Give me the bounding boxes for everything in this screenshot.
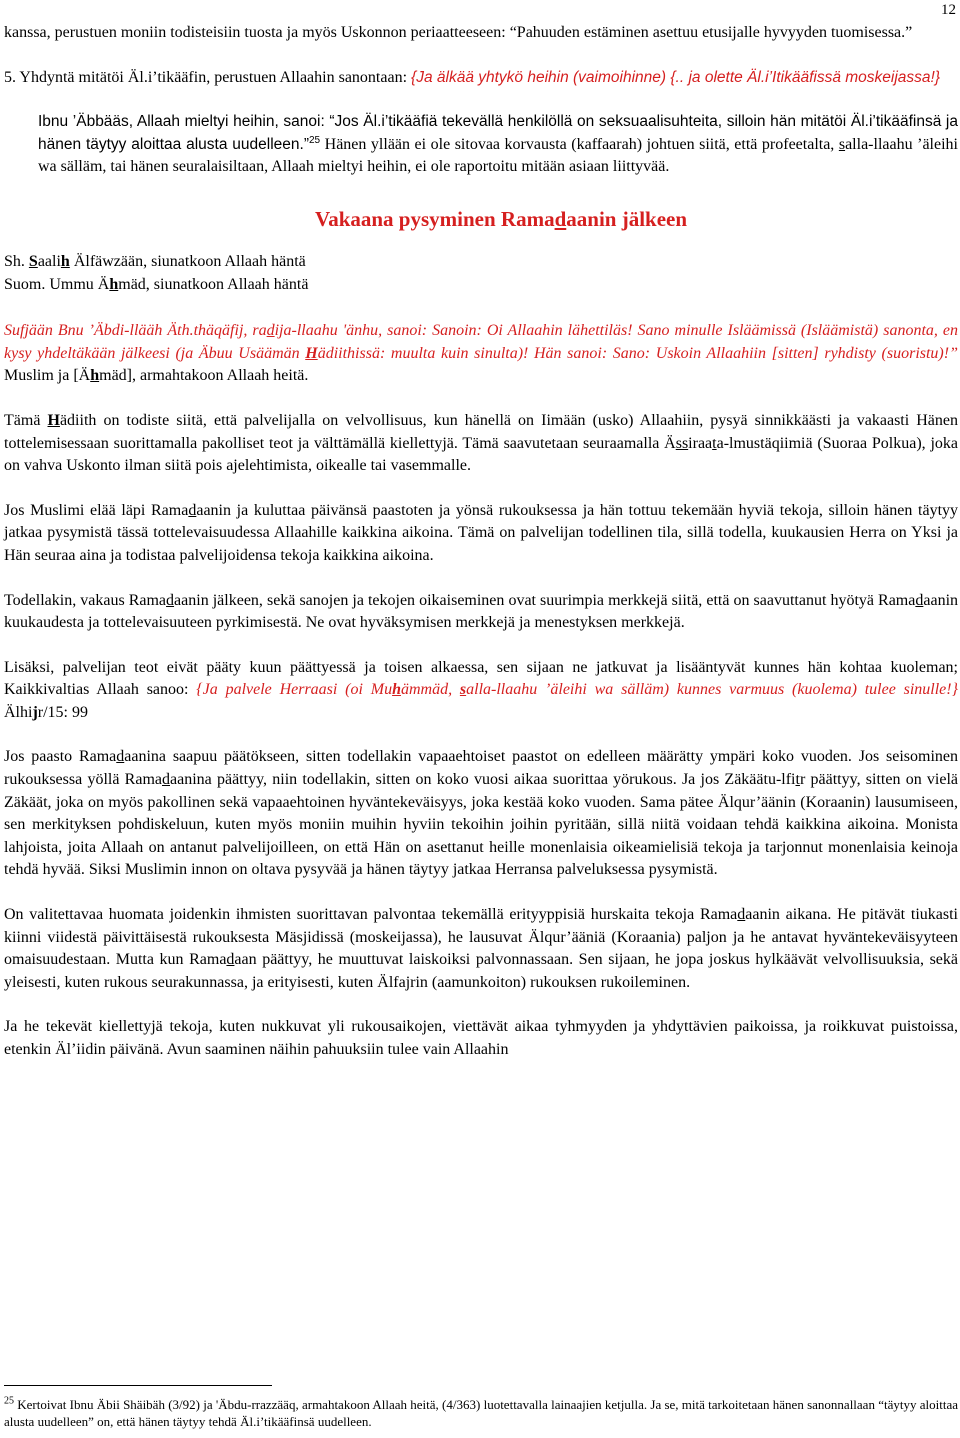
paragraph-hadith-quote: Sufjään Bnu ’Äbdi-llääh Äth.thäqäfij, radija-llaahu 'änhu, sanoi: Sanoin: Oi Allaahin lähettiläs! Sano minulle Isläämissä (Isläämistä) sanonta, en kysy yhdeltäkään jälkeesi (ja Äbuu Usäämän Hädiithissä: muulta kuin sinulta)! Hän sanoi: Sano: Uskoin Allaahiin [sitten] ryhdisty (suoristu)!” Muslim ja [Ähmäd], armahtakoon Allaah heitä. bbox=[4, 322, 958, 385]
paragraph-muslim-ramadan: Jos Muslimi elää läpi Ramadaanin ja kuluttaa päivänsä paastoten ja yönsä rukouksessa ja hän tottuu tekemään hyviä tekoja, silloin hänen täytyy jatkaa pysymistä tässä tottelevaisuudessa Allaahille kaikkina aikoina. Tämä on palvelijan todellinen tila, sillä todella, kuukausien Herra on Yksi ja Hän seuraa aina ja todistaa palvelijoidensa tekoja kaikkina aikoina. bbox=[4, 501, 959, 564]
footnote-number: 25 bbox=[4, 1395, 14, 1407]
paragraph-hadith-explanation: Tämä Hädiith on todiste siitä, että palvelijalla on velvollisuus, kun hänellä on Iimään (usko) Allaahiin, pysyä sinnikkäästi ja vakaasti Hänen tottelemisessaan suorittamalla pakolliset teot ja välttämällä kiellettyjä. Tämä saavutetaan seuraamalla Ässiraata-lmustäqiimiä (Suoraa Polkua), joka on vahva Uskonto ilman siitä pois ajelehtimista, oikealle tai vasemmalle. bbox=[4, 411, 959, 475]
page-number: 12 bbox=[941, 2, 956, 18]
footnote-ref: 25 bbox=[308, 134, 321, 146]
author-credits bbox=[4, 251, 958, 296]
footnote-divider bbox=[4, 1385, 272, 1386]
footnote bbox=[4, 1396, 958, 1430]
paragraph-voluntary-fasts: Jos paasto Ramadaanina saapuu päätökseen, sitten todellakin vapaaehtoiset paastot on edelleen määrätty ympäri koko vuoden. Jos seisominen rukouksessa yöllä Ramadaanina päättyy, niin todellakin, sitten on koko vuosi aikaa suorittaa yörukous. Ja jos Zäkäätu-lfitr päättyy, sitten on vielä Zäkäät, joka on myös pakollinen sekä vapaaehtoinen hyväntekeväisyys, joka kestää koko vuoden. Sama pätee Älqur’äänin (Koraanin) lausumiseen, sen merkityksen pohdiskeluun, kuten myös moniin muihin hyviin tekoihin joihin pyritään, sillä niitä voidaan tehdä kaikkina aikoina. Monista lahjoista, joita Allaah on antanut palvelijoilleen, on että Hän on asettanut heille monenlaisia oikeamielisiä tekoja ja tarjonnut monenlaisia keinoja tehdä hyvää. Siksi Muslimin innon on oltava pysyvää ja hänen täytyy jatkaa Herransa palveluksessa pysymistä. bbox=[4, 748, 959, 879]
paragraph-forbidden-acts: Ja he tekevät kiellettyjä tekoja, kuten nukkuvat yli rukousaikojen, viettävät aikaa tyhmyyden ja yhdyttävien paikoissa, ja roikkuvat puistoissa, etenkin Äl’iidin päivänä. Avun saaminen näihin pahuuksiin tulee vain Allaahin bbox=[4, 1018, 958, 1058]
paragraph-deeds-continue: Lisäksi, palvelijan teot eivät pääty kuun päättyessä ja toisen alkaessa, sen sijaan ne jatkuvat ja lisääntyvät kunnes hän kohtaa kuoleman; Kaikkivaltias Allaah sanoo: {Ja palvele Herraasi (oi Muhämmäd, salla-llaahu ’äleihi wa sälläm) kunnes varmuus (kuolema) tulee sinulle!} Älhijr/15: 99 bbox=[4, 658, 958, 721]
section-heading: Vakaana pysyminen Ramadaanin jälkeen bbox=[314, 206, 688, 231]
paragraph-item-5: 5. Yhdyntä mitätöi Äl.i’tikääfin, perustuen Allaahin sanontaan: {Ja älkää yhtykö heihin (vaimoihinne) {.. ja olette Äl.i’Itikääfissä moskeijassa!} bbox=[4, 68, 941, 86]
paragraph-steadfastness: Todellakin, vakaus Ramadaanin jälkeen, sekä sanojen ja tekojen oikaiseminen ovat suurimpia merkkejä siitä, että on saavuttanut hyötyä Ramadaanin kuukaudesta ja tottelevaisuuteen pyrkimisestä. Ne ovat hyväksymisen merkkejä ja menestyksen merkkejä. bbox=[4, 591, 959, 632]
paragraph-intro: kanssa, perustuen moniin todisteisiin tuosta ja myös Uskonnon periaatteeseen: “Pahuuden estäminen asettuu etusijalle hyvyyden tuomisessa.” bbox=[4, 24, 913, 41]
translator-line: Suom. Ummu Ähmäd, siunatkoon Allaah häntä bbox=[4, 275, 309, 293]
quran-quote: {Ja älkää yhtykö heihin (vaimoihinne) {.. ja olette Äl.i’Itikääfissä moskeijassa!} bbox=[411, 68, 941, 86]
footnote-text: Kertoivat Ibnu Äbii Shäibäh (3/92) ja 'Äbdu-rrazzääq, armahtakoon Allaah heitä, (4/363) luotettavalla lainaajien ketjulla. Ja se, mitä tarkoitetaan hänen sanonnallaan “täytyy aloittaa alusta uudelleen” on, että hänen täytyy tehdä Äl.i’tikääfinsä uudelleen. bbox=[4, 1397, 958, 1429]
paragraph-ibnu-abbaas: Ibnu ’Äbbääs, Allaah mieltyi heihin, sanoi: “Jos Äl.i’tikääfiä tekevällä henkilöllä on seksuaalisuhteita, silloin hän mitätöi Äl.i’tikääfinsä ja hänen täytyy aloittaa alusta uudelleen.”$^{25}$ Hänen yllään ei ole sitovaa korvausta (kaffaarah) johtuen siitä, että profeetalta, salla-llaahu ’äleihi wa sälläm, tai hänen seuralaisiltaan, Allaah mieltyi heihin, ei ole raportoitu mitään asiaan liittyvää. bbox=[38, 113, 958, 176]
document-body bbox=[4, 22, 958, 1062]
author-line: Sh. Saalih Älfäwzään, siunatkoon Allaah häntä bbox=[4, 252, 306, 270]
paragraph-unfortunate: On valitettavaa huomata joidenkin ihmisten suorittavan palvontaa tekemällä erityyppisiä hurskaita tekoja Ramadaanin aikana. He pitävät tiukasti kiinni viidestä päivittäisestä rukouksesta Mäsjidissä (moskeijassa), he lausuvat Älqur’ääniä (Koraania) paljon ja he antavat hyväntekeväisyyteen omaisuudestaan. Mutta kun Ramadaan päättyy, he muuttuvat laiskoiksi palvonnassaan. Sen sijaan, he jopa joskus hylkäävät velvollisuuksia, sekä yleisesti, kuten rukous seurakunnassa, ja erityisesti, kuten Älfajrin (aamunkoiton) rukouksen rukoileminen. bbox=[4, 906, 958, 991]
